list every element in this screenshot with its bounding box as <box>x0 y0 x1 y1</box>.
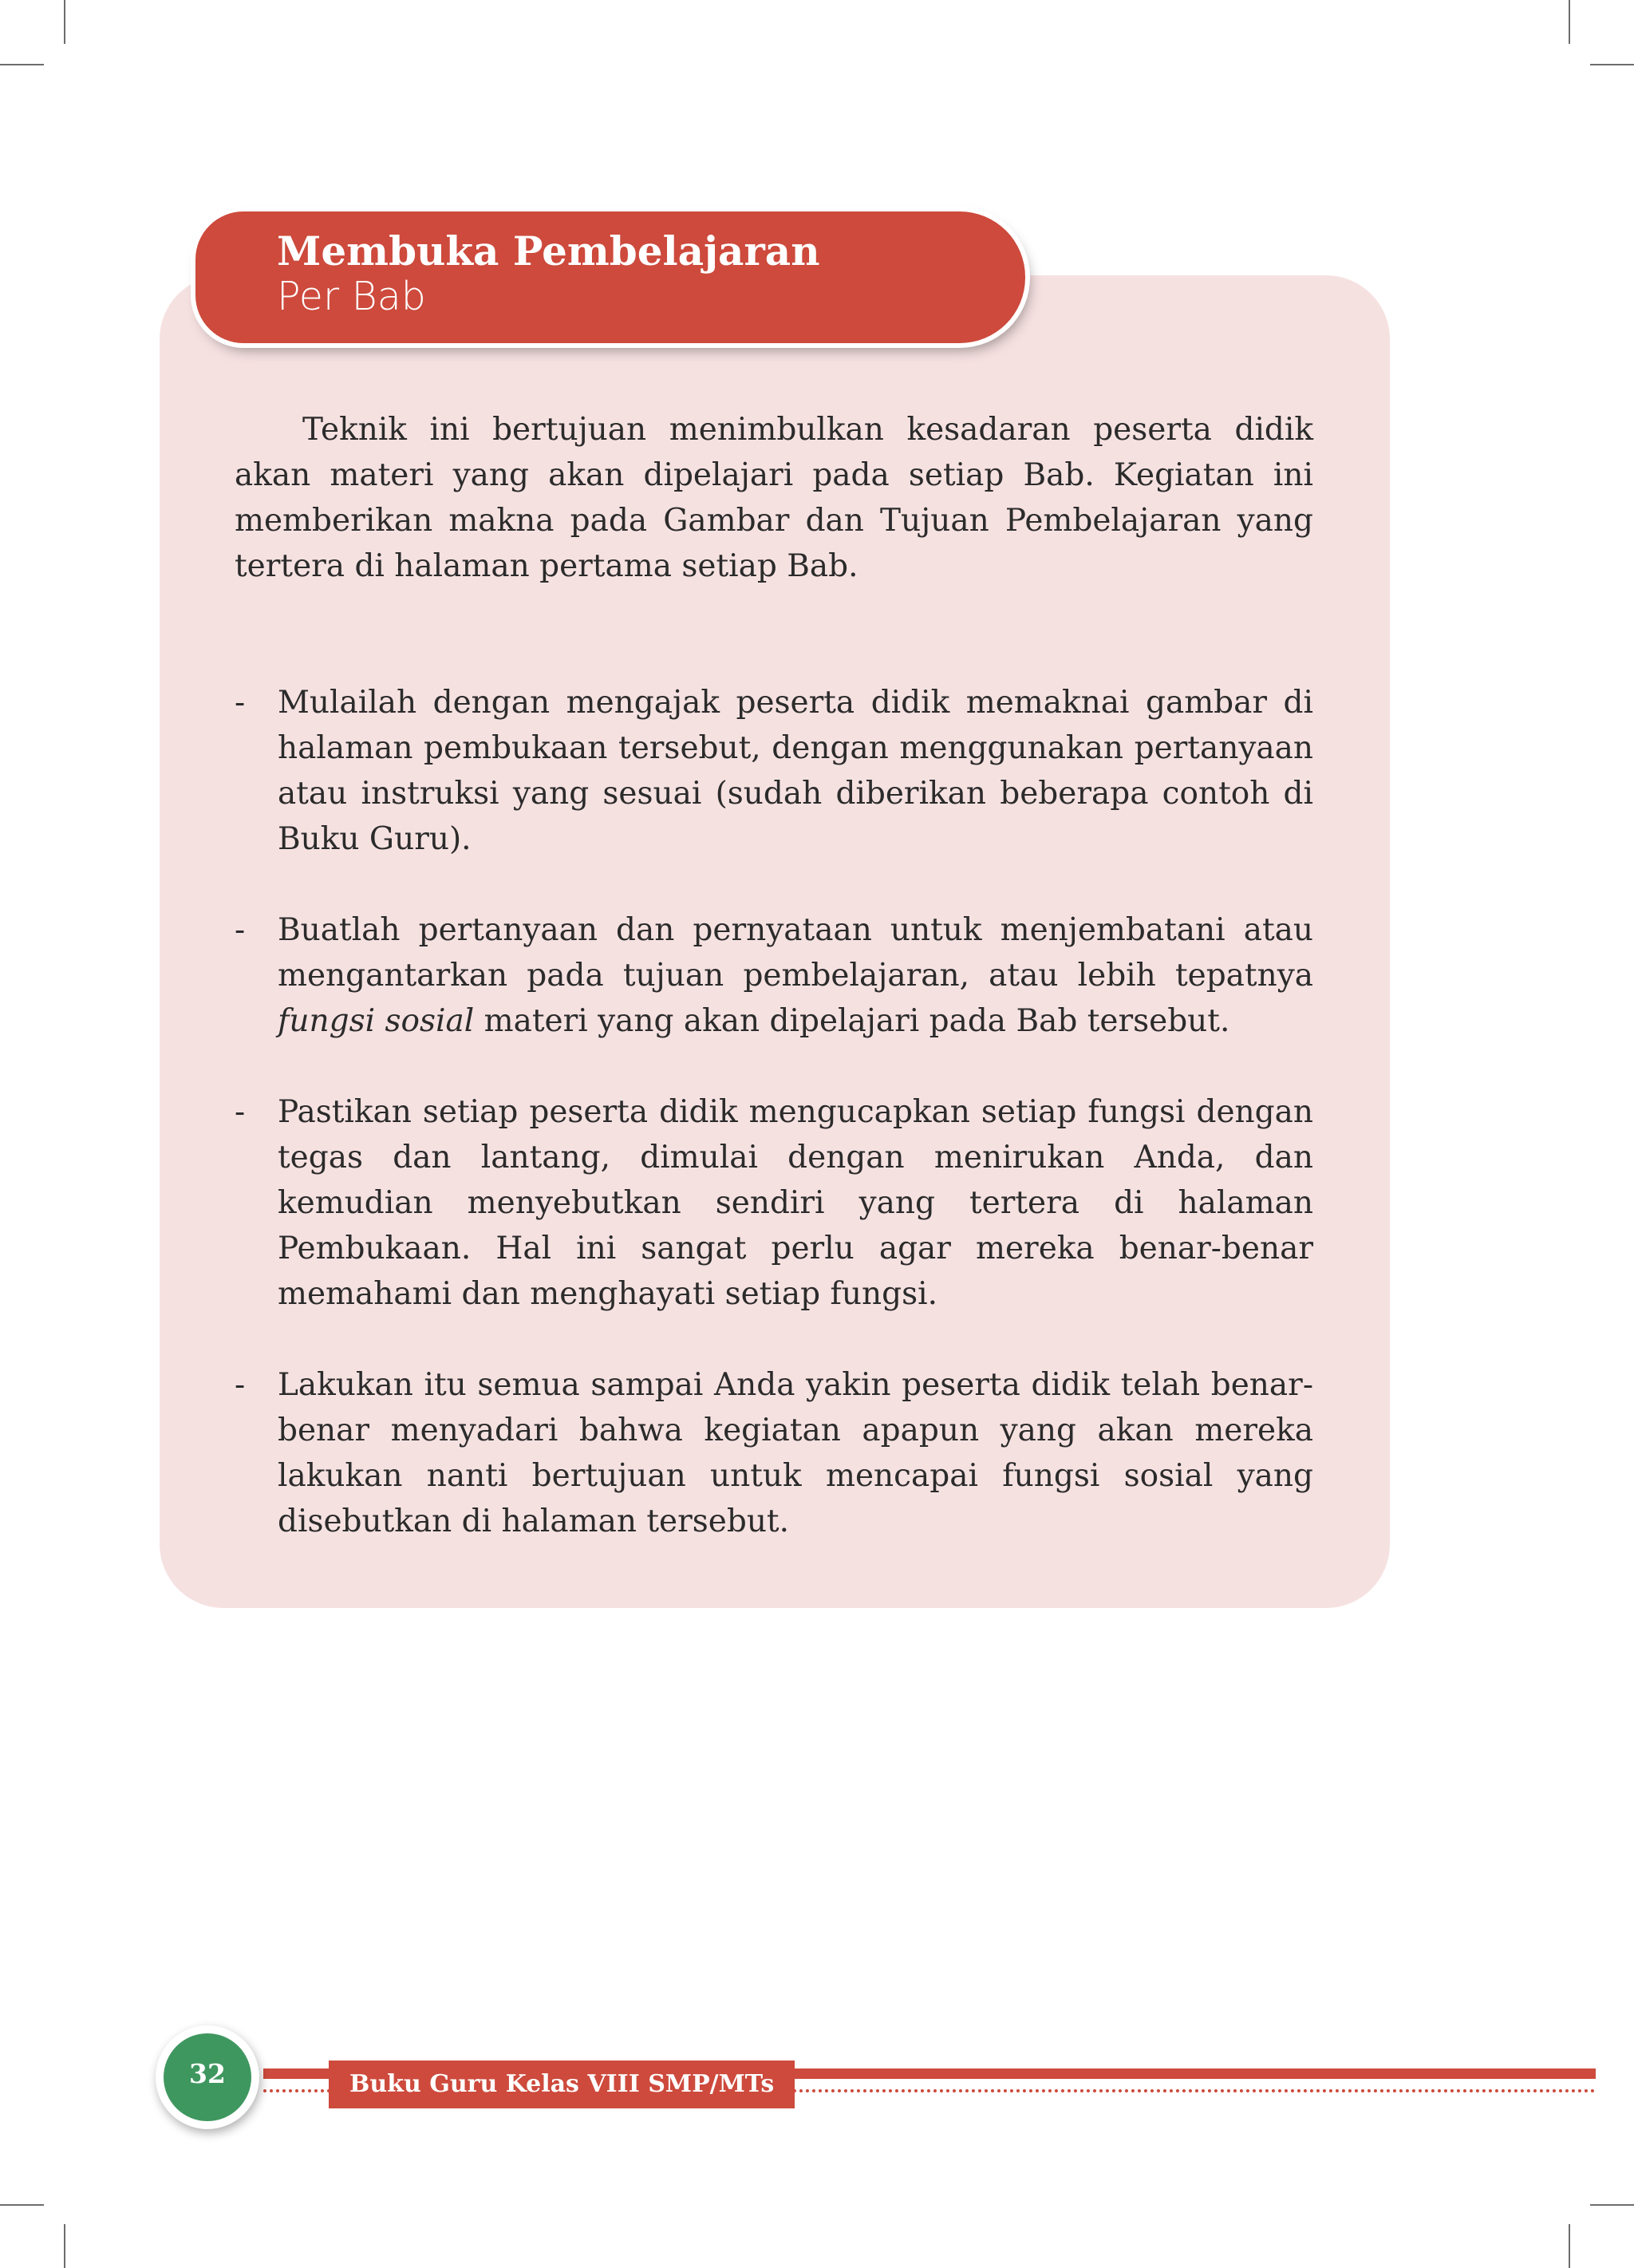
content-body <box>235 407 1313 1590</box>
list-bullet: - <box>235 1367 246 1403</box>
list-item <box>235 1362 1313 1544</box>
crop-mark <box>64 0 65 44</box>
crop-mark <box>1569 2224 1570 2268</box>
list-bullet: - <box>235 685 246 721</box>
section-title: Membuka Pembelajaran <box>277 227 820 275</box>
list-item <box>235 680 1313 862</box>
section-subtitle: Per Bab <box>277 274 426 319</box>
list-item <box>235 907 1313 1044</box>
crop-mark <box>0 2204 44 2206</box>
page-number: 32 <box>164 2033 251 2121</box>
list-item-text: Lakukan itu semua sampai Anda yakin peserta didik telah benar-benar menyadari bahwa kegiatan apapun yang akan mereka lakukan nanti bertujuan untuk mencapai fungsi sosial yang disebutkan di halaman tersebut. <box>278 1367 1313 1539</box>
crop-mark <box>0 64 44 65</box>
crop-mark <box>1569 0 1570 44</box>
list-item <box>235 1089 1313 1317</box>
footer-book-title: Buku Guru Kelas VIII SMP/MTs <box>329 2061 795 2108</box>
list-bullet: - <box>235 1094 246 1130</box>
crop-mark <box>1590 64 1634 65</box>
intro-paragraph: Teknik ini bertujuan menimbulkan kesadaran peserta didik akan materi yang akan dipelajari pada setiap Bab. Kegiatan ini memberikan makna pada Gambar dan Tujuan Pembelajaran yang tertera di halaman pertama setiap Bab. <box>235 412 1313 584</box>
crop-mark <box>1590 2204 1634 2206</box>
page-number-badge <box>156 2025 259 2129</box>
instruction-list <box>235 680 1313 1544</box>
crop-mark <box>64 2224 65 2268</box>
list-item-emphasis: fungsi sosial <box>278 1003 475 1039</box>
section-header <box>195 211 1025 343</box>
list-item-text: Buatlah pertanyaan dan pernyataan untuk menjembatani atau mengantarkan pada tujuan pembelajaran, atau lebih tepatnya <box>278 912 1313 994</box>
list-item-text: materi yang akan dipelajari pada Bab tersebut. <box>474 1003 1230 1039</box>
list-item-text: Mulailah dengan mengajak peserta didik memaknai gambar di halaman pembukaan tersebut, dengan menggunakan pertanyaan atau instruksi yang sesuai (sudah diberikan beberapa contoh di Buku Guru). <box>278 685 1313 857</box>
list-item-text: Pastikan setiap peserta didik mengucapkan setiap fungsi dengan tegas dan lantang, dimulai dengan menirukan Anda, dan kemudian menyebutkan sendiri yang tertera di halaman Pembukaan. Hal ini sangat perlu agar mereka benar-benar memahami dan menghayati setiap fungsi. <box>278 1094 1313 1312</box>
list-bullet: - <box>235 912 246 948</box>
